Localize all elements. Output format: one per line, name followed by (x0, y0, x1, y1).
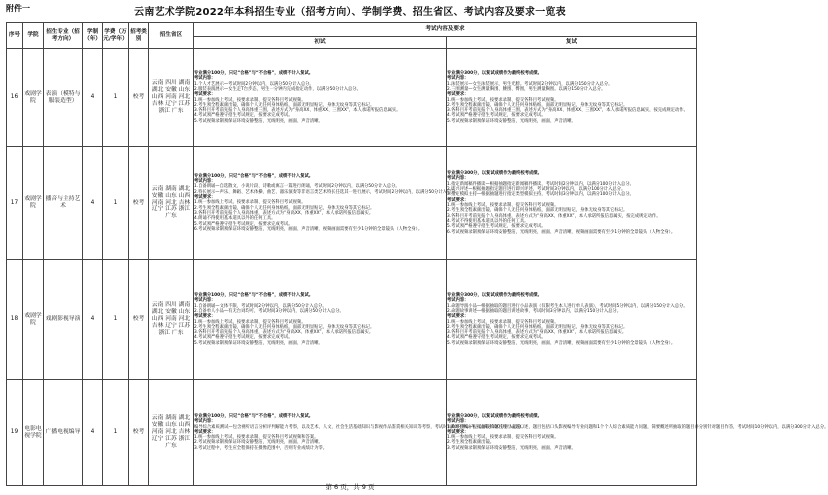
row-major: 播音与主持艺术 (44, 147, 83, 260)
requirement-line: 1.命题导演小品—根据抽取的题目进行小品表演（仅限考生本人进行单人表演），考试时间5分钟以内，以满分150分计入总分。 (447, 303, 688, 309)
requirement-line: 3.各科目开考前先报个人身高体重三围，表述方式为“身高XX、体重XX、三围XX”，本人承诺所报信息属实。 (194, 108, 401, 114)
row-provinces: 云南 四川 湖南 湖北 安徽 山东 山西 河南 河北 吉林 辽宁 江苏 浙江 广东 (149, 260, 194, 380)
requirement-heading: 考试要求： (447, 314, 469, 320)
row-provinces: 云南 湖南 湖北 安徽 山东 山西 河南 河北 吉林 辽宁 江苏 浙江 广东 (149, 147, 194, 260)
header-category: 招考类别 (129, 23, 149, 49)
header-fee: 学费（万元/学年） (103, 23, 129, 49)
requirement-line: 3.指定模拟主持—根据抽题进行指定类型模拟主持，考试时间3分钟以内，以满分100分计入总分。 (447, 192, 634, 198)
attachment-label: 附件一 (6, 4, 30, 13)
requirement-heading: 考试内容： (194, 76, 216, 82)
requirement-heading: 专业满分100分，只记“合格”与“不合格”，成绩不计入复试。 (194, 173, 314, 179)
requirement-line: 2.考生须全程素颜出镜，确保个人无任何身体贴纸，面部无明显贴记，身体无纹身等其它标记。 (194, 205, 375, 211)
table-row (7, 380, 697, 486)
requirement-line: 3.考试视频录制须保证环境安静整洁，光线明亮，画面、声音清晰。 (447, 445, 576, 451)
requirement-line: 3.各科目开考前先报个人身高体重，表述方式为“身高XX、体重XX”，本人承诺所报信息属实。 (194, 330, 374, 336)
requirement-line: 5.考试须严格遵守招生考试规定，按要求完成考试。 (194, 221, 293, 227)
requirement-heading: 专业满分300分，以复试成绩作为最终校考成绩。 (447, 413, 542, 419)
requirement-line: 2.考生须全程素颜出镜。 (447, 440, 495, 446)
row-retest-requirements (447, 49, 697, 147)
requirement-line: 5.考试视频录制须保证环境安静整洁，光线明亮，画面、声音清晰。 (194, 118, 323, 124)
requirement-line: 2.服装表演展示—女生走T台步态，男生一分钟内完成指定动作，以满分50分计入总分。 (194, 86, 361, 92)
row-initial-requirements (194, 147, 460, 260)
page-footer: 第 6 页，共 9 页 (325, 483, 375, 491)
requirement-line: 1.自备朗诵—文体不限，考试时间2分钟以内，以满分50分计入总分。 (194, 303, 327, 309)
row-category: 校考 (129, 260, 149, 380)
requirement-heading: 考试要求： (447, 197, 469, 203)
requirement-heading: 考试要求： (194, 314, 216, 320)
row-retest-requirements (447, 380, 828, 486)
requirement-heading: 考试内容： (194, 179, 216, 185)
row-duration: 4 (83, 380, 103, 486)
row-major: 广播电视编导 (44, 380, 83, 486)
header-initial: 初试 (194, 37, 447, 49)
requirement-line: 2.考生须全程素颜出镜，确保个人无任何身体贴纸，面部无明显贴记，身体无纹身等其它标记。 (194, 102, 375, 108)
row-category: 校考 (129, 380, 149, 486)
requirement-line: 2.考生须全程素颜出镜，确保个人无任何身体贴纸，面部无明显贴记，身体无纹身等其它标记。 (447, 102, 628, 108)
requirement-line: 4.考试须严格遵守招生考试规定，按要求完成考试。 (447, 113, 546, 119)
requirement-line: 2.考试视频录制须保证环境安静整洁，光线明亮，画面、声音清晰。 (194, 440, 323, 446)
requirement-line: 1.泳装展示—女生泳装展示，男生光膀。考试时间2分钟以内，以满分150分计入总分。 (447, 81, 613, 87)
requirement-line: 1.统一参加线上考试，按要求录制、提交各科目考试视频。 (447, 203, 559, 208)
requirement-line: 5.考试视频录制须保证环境安静整洁，光线明亮，画面、声音清晰。 (447, 118, 576, 124)
row-seq: 18 (7, 260, 23, 380)
row-initial-requirements (194, 49, 447, 147)
requirement-line: 4.朗诵不得使用基本道具以外的任何工具。 (194, 216, 276, 222)
requirement-line: 5.考试视频录制须保证环境安静整洁，光线明亮，画面、声音清晰。 (194, 340, 323, 346)
requirement-line: 4.考试须严格遵守招生考试规定，按要求完成考试。 (194, 335, 293, 341)
requirement-line: 2.考生须全程素颜出镜，确保个人无任何身体贴纸，面部无明显贴记，身体无纹身等其它标记。 (447, 324, 628, 330)
requirement-heading: 考试要求： (447, 92, 469, 98)
row-seq: 16 (7, 49, 23, 147)
requirement-line: 5.考试须严格遵守招生考试规定，按要求完成考试。 (447, 224, 546, 230)
row-duration: 4 (83, 260, 103, 380)
row-college: 戏剧学院 (23, 260, 44, 380)
requirement-line: 1.统一参加线上考试，按要求录制、提交各科目考试视频。 (194, 97, 306, 103)
requirement-line: 2.考生须全程素颜出镜，确保个人无任何身体贴纸，面部无明显贴记，身体无纹身等其它标记。 (447, 208, 628, 214)
table-row (7, 260, 697, 380)
requirement-heading: 考试内容： (447, 419, 469, 425)
row-provinces: 云南 湖南 湖北 安徽 山东 山西 河南 河北 吉林 辽宁 江苏 浙江 广东 (149, 380, 194, 486)
table-row (7, 49, 697, 147)
requirement-line: 4.考试须严格遵守招生考试规定，按要求完成考试。 (447, 335, 546, 341)
header-college: 学院 (23, 23, 44, 49)
requirement-line: 1.指定新闻稿件播读—根据抽题指定新闻稿件播读，考试时间2分钟以内，以满分100分计入总分。 (447, 181, 634, 187)
header-duration: 学制（年） (83, 23, 103, 49)
row-retest-requirements (447, 260, 697, 380)
header-retest: 复试 (447, 37, 697, 49)
requirement-line: 2.考生须全程素颜出镜，确保个人无任何身体贴纸，面部无明显贴记，身体无纹身等其它标记。 (194, 324, 375, 330)
page-title: 云南艺术学院2022年本科招生专业（招考方向）、学制学费、招生省区、考试内容及要求一览表 (134, 7, 566, 18)
requirement-heading: 考试内容： (447, 298, 469, 304)
requirement-heading: 考试内容： (194, 419, 216, 425)
requirement-line: 3.各科目开考前先报个人身高体重，表述方式为“身高XX、体重XX”，本人承诺所报信息属实。 (447, 330, 627, 336)
requirement-line: 3.各科目开考前先报个人身高体重三围，表述方式为“身高XX、体重XX、三围XX”，本人承诺所报信息属实，按完成规定动作。 (447, 108, 688, 114)
row-initial-requirements (194, 260, 447, 380)
row-college: 戏剧学院 (23, 147, 44, 260)
requirement-heading: 考试内容： (447, 176, 469, 182)
requirement-line: 1.统一参加线上考试，按要求录制、提交各科目考试视频。 (447, 319, 559, 325)
requirement-line: 2.即兴评述—根据抽题指定题目进行即兴评述，考试时间3分钟以内，以满分100分计入总分。 (447, 187, 626, 193)
requirement-heading: 考试内容： (447, 76, 469, 82)
requirement-heading: 考试要求： (447, 429, 469, 435)
row-college: 戏剧学院 (23, 49, 44, 147)
row-seq: 19 (7, 380, 23, 486)
requirement-heading: 考试内容： (194, 298, 216, 304)
requirement-line: 2.命题故事讲述—根据抽取的题目讲述故事，考试时间3分钟以内，以满分150分计入总分。 (447, 308, 622, 314)
row-retest-requirements (447, 147, 697, 260)
header-exam: 考试内容及要求 (194, 23, 697, 37)
requirement-line: 3.各科目开考前先报个人身高体重，表述方式为“身高XX、体重XX”，本人承诺所报信息属实。 (194, 210, 374, 216)
table-row (7, 147, 697, 260)
row-major: 戏剧影视导演 (44, 260, 83, 380)
requirement-line: 4.考试须严格遵守招生考试规定，按要求完成考试。 (194, 113, 293, 119)
row-fee: 1 (103, 260, 129, 380)
row-category: 校考 (129, 147, 149, 260)
requirement-line: 1.统一参加线上考试，按要求录制、提交各科目考试视频。 (194, 319, 306, 325)
requirement-line: 2.自备单人小品—有无台词均可，考试时间3分钟以内，以满分50分计入总分。 (194, 308, 344, 314)
requirement-line: 3.各科目开考前先报个人身高体重，表述方式为“身高XX、体重XX”，本人承诺所报信息属实，按完成规定动作。 (447, 213, 661, 219)
row-provinces: 云南 四川 湖南 湖北 安徽 山东 山西 河南 河北 吉林 辽宁 江苏 浙江 广东 (149, 49, 194, 147)
requirement-line: 1.统一参加线上考试，按要求录制、提交各科目考试视频。 (194, 200, 306, 206)
row-major: 表演（模特与服装造型） (44, 49, 83, 147)
requirement-line: 6.考试视频录制须保证环境安静整洁，光线明亮，画面、声音清晰，视频画面需要有至少1分钟的全景镜头（人物全身）。 (194, 226, 423, 232)
requirement-heading: 专业满分300分，以复试成绩作为最终校考成绩。 (447, 292, 542, 298)
requirement-heading: 专业满分300分，以复试成绩作为最终校考成绩。 (447, 171, 542, 177)
header-seq: 序号 (7, 23, 23, 49)
requirement-heading: 考试要求： (194, 429, 216, 435)
requirement-line: 5.考试视频录制须保证环境安静整洁，光线明亮，画面、声音清晰，视频画面需要有至少1分钟的全景镜头（人物全身）。 (447, 340, 676, 346)
row-fee: 1 (103, 147, 129, 260)
row-duration: 4 (83, 147, 103, 260)
header-major: 招生专业（招考方向） (44, 23, 83, 49)
requirement-heading: 考试要求： (194, 92, 216, 98)
requirement-line: 1.统一参加线上考试，按要求录制、提交各科目考试视频和答案。 (194, 435, 319, 441)
row-college: 电影电视学院 (23, 380, 44, 486)
requirement-line: 4.考试不得使用基本道具以外的任何工具。 (447, 218, 529, 224)
requirement-heading: 专业满分300分，以复试成绩作为最终校考成绩。 (447, 70, 542, 76)
requirement-line: 1.个人才艺展示—考试时间2分钟以内，以满分50分计入总分。 (194, 81, 314, 87)
row-fee: 1 (103, 380, 129, 486)
requirement-line: 1.统一参加线上考试，按要求录制、提交各科目考试视频。 (447, 97, 559, 103)
requirement-line: 1.故事创编—根据抽取的题目进行命题口述，题目包括口头影视编导专业问题和1个个人综合素质能力问题，简要概述所抽取的题目并分别针对题目作答，考试时间10分钟以内，以满分300分计入总分。 (447, 424, 828, 430)
requirement-line: 3.考试过程中，考生应全程保持在摄像范围中，否则专业成绩计为零。 (194, 445, 328, 451)
requirement-line: 2.三围测量—女生测量胸围、腰围、臀围，男生测量胸围。以满分150分计入总分。 (447, 86, 606, 92)
requirement-heading: 专业满分100分，只记“合格”与“不合格”，成绩不计入复试。 (194, 292, 314, 298)
row-duration: 4 (83, 49, 103, 147)
requirement-heading: 专业满分100分，只记“合格”与“不合格”，成绩不计入复试。 (194, 413, 314, 419)
row-seq: 17 (7, 147, 23, 260)
requirement-line: 编导综合素质测试—包含视听语言分析评判解能力考察，以及艺术、人文、社会生活基础知识与影视作品鉴赏相关知识等考察，考试时间60分钟以内，以满分100分计入总分。 (194, 424, 526, 430)
requirement-line: 2.特长展示—声乐、舞蹈、艺术体操、曲艺、器乐演奏等非语言类艺术特长任选其一进行展示，考试时间2分钟以内，以满分50分计入总分。 (194, 189, 460, 195)
requirement-line: 6.考试视频录制须保证环境安静整洁，光线明亮，画面、声音清晰，视频画面需要有至少1分钟的全景镜头（人物全身）。 (447, 229, 676, 235)
admission-table (6, 22, 828, 486)
header-provinces: 招生省区 (149, 23, 194, 49)
row-category: 校考 (129, 49, 149, 147)
requirement-heading: 专业满分100分，只记“合格”与“不合格”，成绩不计入复试。 (194, 70, 314, 76)
requirement-line: 1.统一参加线上考试，按要求录制、提交各科目考试视频。 (447, 435, 559, 441)
requirement-heading: 考试要求： (194, 195, 216, 200)
requirement-line: 1.自备朗诵—自选散文、小说片段、诗歌或寓言一篇进行朗诵，考试时间2分钟以内，以满分50分计入总分。 (194, 184, 400, 190)
row-fee: 1 (103, 49, 129, 147)
